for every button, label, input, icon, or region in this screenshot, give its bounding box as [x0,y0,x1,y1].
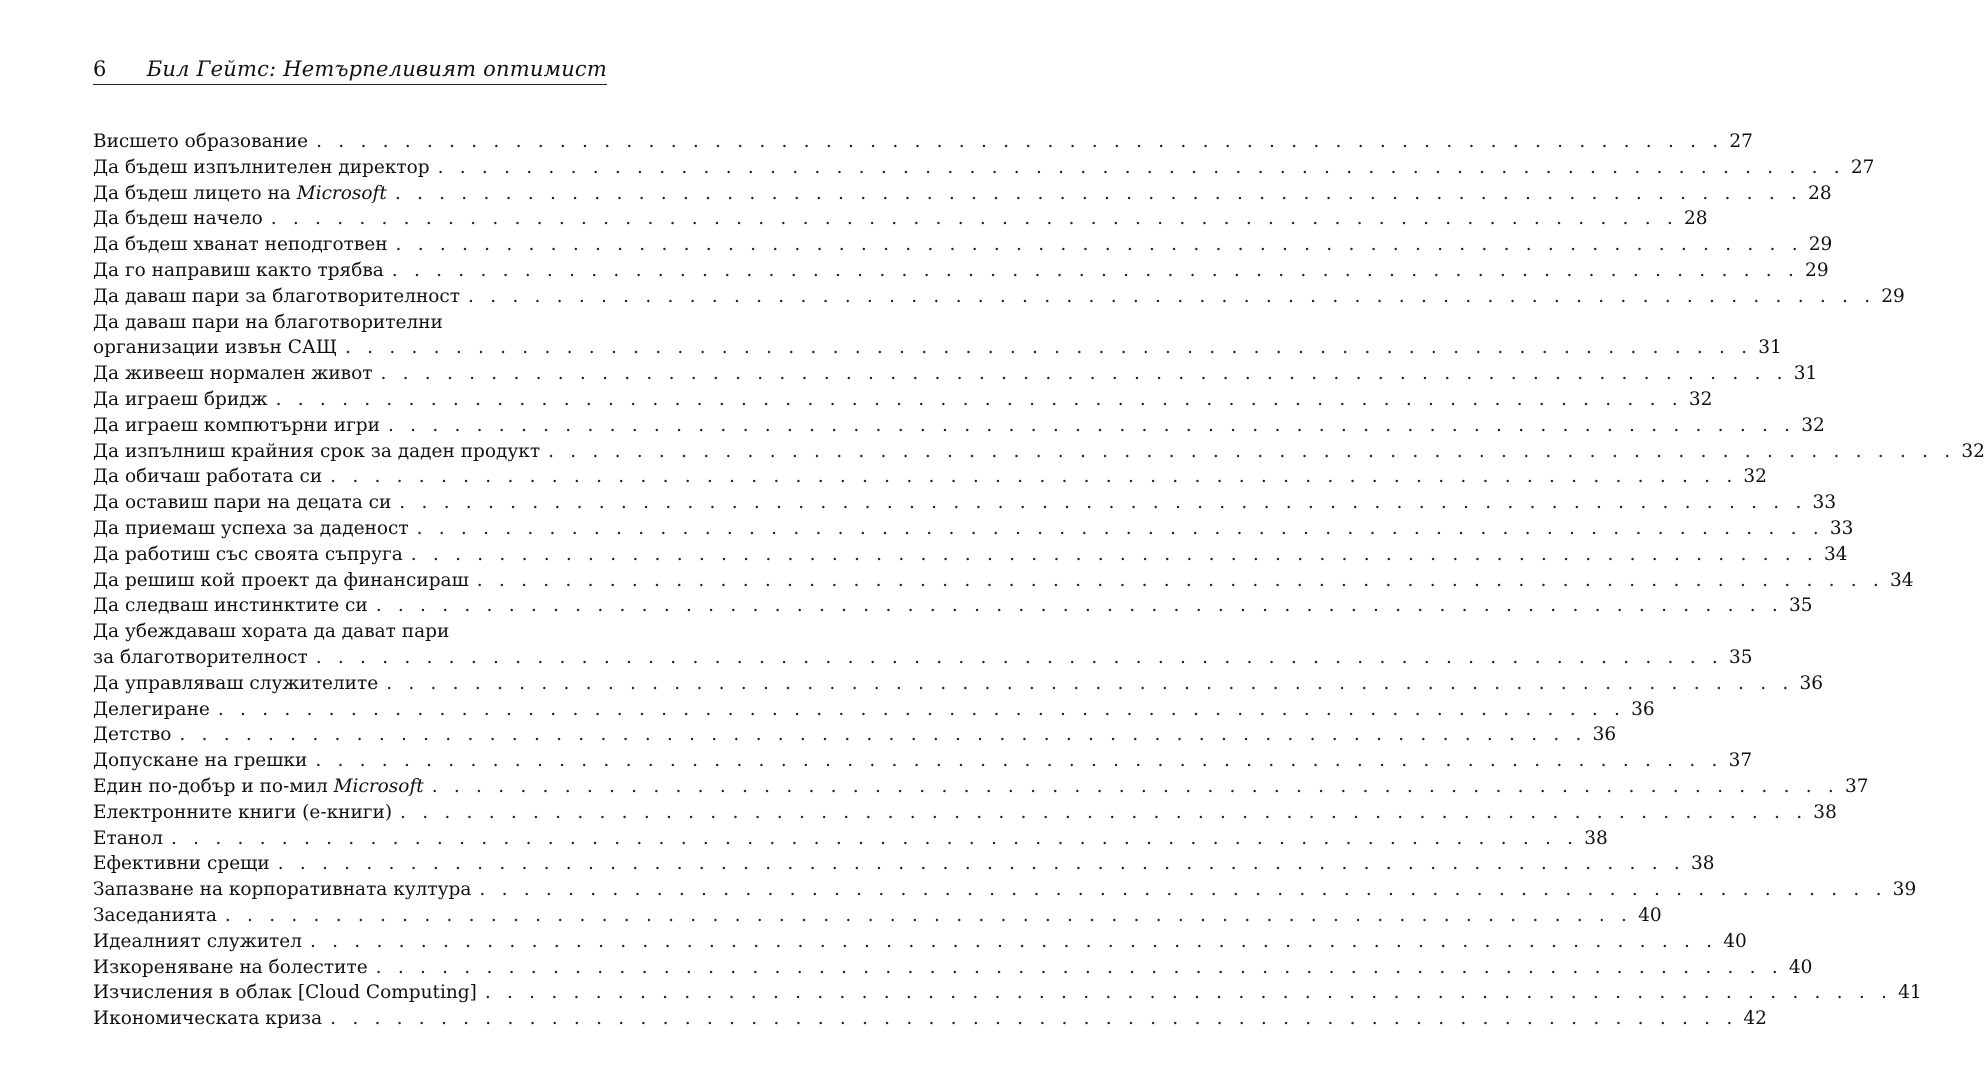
dot-leader: . . . . . . . . . . . . . . . . . . . . . . . . . . . . . . . . . . . . . . . . . . . . . . . . . . . . . . . . . . . . . . . . [217,698,1626,720]
toc-entry-page-number: 38 [1584,827,1608,849]
toc-entry [93,258,1829,284]
toc-entry-title-italic: Microsoft [296,182,387,204]
toc-entry-page-number: 32 [1688,388,1713,410]
dot-leader: . . . . . . . . . . . . . . . . . . . . . . . . . . . . . . . . . . . . . . . . . . . . . . . . . . . . . . . . . . . . . . . . [375,956,1783,978]
toc-entry-title: Допускане на грешки [93,750,308,772]
dot-leader: . . . . . . . . . . . . . . . . . . . . . . . . . . . . . . . . . . . . . . . . . . . . . . . . . . . . . . . . . . . . . . . . [395,234,1803,256]
toc-entry-page-number: 32 [1961,440,1985,462]
toc-entry [93,722,1617,748]
toc-entry [93,206,1708,232]
toc-entry-page-number: 35 [1788,595,1813,617]
toc-entry-title-line [93,619,607,645]
toc-entry-title: Да даваш пари за благотворителност [93,285,461,307]
dot-leader: . . . . . . . . . . . . . . . . . . . . . . . . . . . . . . . . . . . . . . . . . . . . . . . . . . . . . . . . . . . . . . . . [437,156,1845,178]
toc-entry-page-number: 32 [1801,414,1825,436]
toc-entry-title: Детство [93,724,172,746]
dot-leader: . . . . . . . . . . . . . . . . . . . . . . . . . . . . . . . . . . . . . . . . . . . . . . . . . . . . . . . . . . . . . . . . [375,595,1783,617]
toc-entry-page-number: 36 [1631,698,1655,720]
toc-entry [93,1006,1767,1032]
toc-entry-title: Да даваш пари на благотворителни [93,311,443,333]
toc-entry [93,335,1782,361]
toc-entry-page-number: 39 [1892,879,1917,901]
toc-entry-page-number: 33 [1829,517,1854,539]
toc-entry [93,490,1837,516]
toc-entry [93,181,1832,207]
toc-entry-page-number: 35 [1728,646,1753,668]
toc-entry-title: Изкореняване на болестите [93,956,368,978]
toc-entry-title: Да работиш със своята съпруга [93,543,403,565]
toc-entry-page-number: 27 [1729,131,1753,152]
toc-entry-page-number: 41 [1898,982,1922,1004]
dot-leader: . . . . . . . . . . . . . . . . . . . . . . . . . . . . . . . . . . . . . . . . . . . . . . . . . . . . . . . . . . . . . . . . [400,801,1808,823]
toc-entry-page-number: 28 [1683,208,1708,230]
running-title: Бил Гейтс: Нетърпеливият оптимист [146,57,607,81]
toc-entry [93,129,1753,155]
dot-leader: . . . . . . . . . . . . . . . . . . . . . . . . . . . . . . . . . . . . . . . . . . . . . . . . . . . . . . . . . . . . . . . . [330,466,1738,488]
dot-leader: . . . . . . . . . . . . . . . . . . . . . . . . . . . . . . . . . . . . . . . . . . . . . . . . . . . . . . . . . . . . . . . . [416,517,1824,539]
toc-entry-title: Да управляваш служителите [93,672,379,694]
toc-entry [93,748,1753,774]
toc-entry [93,387,1713,413]
dot-leader: . . . . . . . . . . . . . . . . . . . . . . . . . . . . . . . . . . . . . . . . . . . . . . . . . . . . . . . . . . . . . . . . [316,131,1724,152]
toc-entry-title-line [93,310,607,336]
page-number: 6 [93,57,107,81]
toc-entry-title: Да живееш нормален живот [93,363,373,385]
toc-entry [93,232,1833,258]
toc-entry-title: Да следваш инстинктите си [93,595,368,617]
toc-entry [93,516,1854,542]
dot-leader: . . . . . . . . . . . . . . . . . . . . . . . . . . . . . . . . . . . . . . . . . . . . . . . . . . . . . . . . . . . . . . . . [386,672,1794,694]
toc-entry-title: Запазване на корпоративната култура [93,879,472,901]
dot-leader: . . . . . . . . . . . . . . . . . . . . . . . . . . . . . . . . . . . . . . . . . . . . . . . . . . . . . . . . . . . . . . . . [431,775,1839,797]
toc-entry-title: Да убеждаваш хората да дават пари [93,621,450,643]
toc-entry-title: Да бъдеш изпълнителен директор [93,156,430,178]
toc-entry-title: за благотворителност [93,646,308,668]
toc-entry-page-number: 31 [1793,363,1818,385]
toc-entry-page-number: 38 [1813,801,1837,823]
dot-leader: . . . . . . . . . . . . . . . . . . . . . . . . . . . . . . . . . . . . . . . . . . . . . . . . . . . . . . . . . . . . . . . . [484,982,1893,1004]
toc-entry-title: Да решиш кой проект да финансираш [93,569,469,591]
toc-entry [93,671,1823,697]
book-page [93,54,1985,1032]
toc-entry-title: Етанол [93,827,163,849]
toc-entry [93,413,1825,439]
dot-leader: . . . . . . . . . . . . . . . . . . . . . . . . . . . . . . . . . . . . . . . . . . . . . . . . . . . . . . . . . . . . . . . . [224,904,1633,926]
toc-entry [93,361,1818,387]
toc-entry [93,645,1753,671]
toc-entry-page-number: 38 [1690,853,1715,875]
toc-entry-page-number: 29 [1808,234,1833,256]
toc-entry [93,955,1813,981]
toc-entry-page-number: 42 [1743,1008,1767,1030]
dot-leader: . . . . . . . . . . . . . . . . . . . . . . . . . . . . . . . . . . . . . . . . . . . . . . . . . . . . . . . . . . . . . . . . [479,879,1887,901]
toc-entry-title-text: Да бъдеш лицето на [93,182,297,204]
toc-entry-title: Да приемаш успеха за даденост [93,517,409,539]
toc-entry-title: Да оставиш пари на децата си [93,492,392,514]
toc-entry [93,439,1985,465]
dot-leader: . . . . . . . . . . . . . . . . . . . . . . . . . . . . . . . . . . . . . . . . . . . . . . . . . . . . . . . . . . . . . . . . [277,853,1685,875]
toc-entry [93,155,1875,181]
toc-entry-title: Изчисления в облак [Cloud Computing] [93,982,477,1004]
running-header [93,54,607,85]
dot-leader: . . . . . . . . . . . . . . . . . . . . . . . . . . . . . . . . . . . . . . . . . . . . . . . . . . . . . . . . . . . . . . . . [171,827,1579,849]
dot-leader: . . . . . . . . . . . . . . . . . . . . . . . . . . . . . . . . . . . . . . . . . . . . . . . . . . . . . . . . . . . . . . . . [468,285,1876,307]
toc-entry-page-number: 27 [1850,156,1875,178]
toc-entry-title: Да играеш компютърни игри [93,414,380,436]
toc-entry-title: Да обичаш работата си [93,466,323,488]
dot-leader: . . . . . . . . . . . . . . . . . . . . . . . . . . . . . . . . . . . . . . . . . . . . . . . . . . . . . . . . . . . . . . . . [391,259,1800,281]
toc-entry-page-number: 40 [1723,930,1747,952]
dot-leader: . . . . . . . . . . . . . . . . . . . . . . . . . . . . . . . . . . . . . . . . . . . . . . . . . . . . . . . . . . . . . . . . [345,337,1753,359]
toc-entry-title: Ефективни срещи [93,853,270,875]
toc-entry-page-number: 34 [1890,569,1914,591]
dot-leader: . . . . . . . . . . . . . . . . . . . . . . . . . . . . . . . . . . . . . . . . . . . . . . . . . . . . . . . . . . . . . . . . [275,388,1683,410]
toc-entry-page-number: 40 [1788,956,1813,978]
toc-entry [93,980,1922,1006]
toc-entry-title: Да го направиш както трябва [93,259,384,281]
toc-entry-title: Да играеш бридж [93,388,268,410]
toc-entry-page-number: 36 [1592,724,1617,746]
dot-leader: . . . . . . . . . . . . . . . . . . . . . . . . . . . . . . . . . . . . . . . . . . . . . . . . . . . . . . . . . . . . . . . . [476,569,1885,591]
toc-entry-title: Делегиране [93,698,210,720]
dot-leader: . . . . . . . . . . . . . . . . . . . . . . . . . . . . . . . . . . . . . . . . . . . . . . . . . . . . . . . . . . . . . . . . [315,646,1723,668]
toc-entry [93,851,1715,877]
toc-entry-title-italic: Microsoft [333,775,424,797]
dot-leader: . . . . . . . . . . . . . . . . . . . . . . . . . . . . . . . . . . . . . . . . . . . . . . . . . . . . . . . . . . . . . . . . [410,543,1819,565]
toc-entry-title [93,181,387,207]
toc-entry-page-number: 29 [1805,259,1829,281]
toc-entry [93,284,1905,310]
dot-leader: . . . . . . . . . . . . . . . . . . . . . . . . . . . . . . . . . . . . . . . . . . . . . . . . . . . . . . . . . . . . . . . . [309,930,1718,952]
toc-entry [93,568,1914,594]
dot-leader: . . . . . . . . . . . . . . . . . . . . . . . . . . . . . . . . . . . . . . . . . . . . . . . . . . . . . . . . . . . . . . . . [380,363,1788,385]
toc-entry [93,697,1655,723]
toc-entry-page-number: 28 [1808,182,1832,204]
dot-leader: . . . . . . . . . . . . . . . . . . . . . . . . . . . . . . . . . . . . . . . . . . . . . . . . . . . . . . . . . . . . . . . . [330,1008,1738,1030]
toc-entry [93,774,1869,800]
toc-entry [93,826,1608,852]
dot-leader: . . . . . . . . . . . . . . . . . . . . . . . . . . . . . . . . . . . . . . . . . . . . . . . . . . . . . . . . . . . . . . . . [394,182,1803,204]
toc-entry-title: Висшето образование [93,131,309,152]
toc-entry-title: Икономическата криза [93,1008,323,1030]
toc-entry-title: Електронните книги (е-книги) [93,801,393,823]
dot-leader: . . . . . . . . . . . . . . . . . . . . . . . . . . . . . . . . . . . . . . . . . . . . . . . . . . . . . . . . . . . . . . . . [548,440,1956,462]
toc-entry [93,903,1662,929]
toc-entry [93,877,1917,903]
toc-entry-title: Да бъдеш начело [93,208,263,230]
toc-entry-title: Да бъдеш хванат неподготвен [93,234,388,256]
toc-entry-page-number: 33 [1812,492,1837,514]
toc-entry-title-text: Един по-добър и по-мил [93,775,334,797]
toc-entry [93,800,1837,826]
toc-entry-title: Заседанията [93,904,217,926]
toc-entry-title [93,774,424,800]
toc-entry [93,929,1747,955]
dot-leader: . . . . . . . . . . . . . . . . . . . . . . . . . . . . . . . . . . . . . . . . . . . . . . . . . . . . . . . . . . . . . . . . [399,492,1807,514]
toc-entry-page-number: 37 [1844,775,1869,797]
dot-leader: . . . . . . . . . . . . . . . . . . . . . . . . . . . . . . . . . . . . . . . . . . . . . . . . . . . . . . . . . . . . . . . . [270,208,1678,230]
toc-entry-title: Идеалният служител [93,930,302,952]
toc-entry-page-number: 31 [1758,337,1782,359]
table-of-contents [93,129,1985,1032]
toc-entry-page-number: 40 [1638,904,1662,926]
toc-entry-title: Да изпълниш крайния срок за даден продукт [93,440,541,462]
toc-entry [93,464,1767,490]
dot-leader: . . . . . . . . . . . . . . . . . . . . . . . . . . . . . . . . . . . . . . . . . . . . . . . . . . . . . . . . . . . . . . . . [179,724,1587,746]
toc-entry-page-number: 29 [1881,285,1905,307]
dot-leader: . . . . . . . . . . . . . . . . . . . . . . . . . . . . . . . . . . . . . . . . . . . . . . . . . . . . . . . . . . . . . . . . [315,750,1723,772]
toc-entry-page-number: 37 [1728,750,1753,772]
toc-entry-page-number: 36 [1799,672,1823,694]
toc-entry [93,542,1848,568]
toc-entry-page-number: 34 [1824,543,1848,565]
toc-entry-page-number: 32 [1743,466,1767,488]
dot-leader: . . . . . . . . . . . . . . . . . . . . . . . . . . . . . . . . . . . . . . . . . . . . . . . . . . . . . . . . . . . . . . . . [388,414,1796,436]
toc-entry [93,593,1813,619]
toc-entry-title: организации извън САЩ [93,337,338,359]
